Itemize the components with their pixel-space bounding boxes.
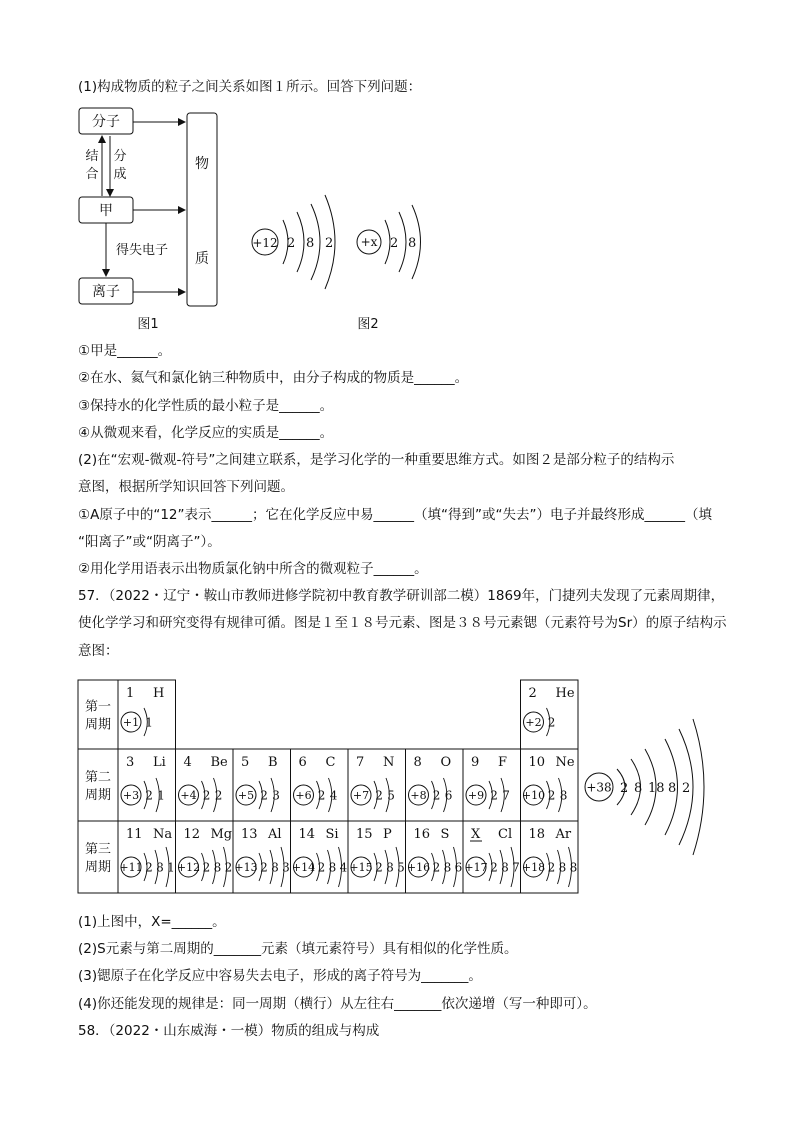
period-label-line2: 周期 xyxy=(84,788,112,803)
atom-Na-electrons: 2 xyxy=(145,860,153,875)
atom-Na-electrons: 1 xyxy=(167,860,175,875)
atom-Mg-electrons: 2 xyxy=(202,860,211,875)
atom-Si-electrons: 4 xyxy=(339,860,348,875)
atom-N-nucleus-label: +7 xyxy=(352,788,370,802)
element-number: 5 xyxy=(241,755,250,770)
atom-He-nucleus-label: +2 xyxy=(525,715,542,729)
atom-Al-electrons: 8 xyxy=(271,860,279,875)
q56-part1-4: ④从微观来看，化学反应的实质是______。 xyxy=(78,425,334,441)
atom-S-nucleus-label: +16 xyxy=(406,860,431,874)
element-cell-P xyxy=(349,827,404,887)
atom-Na-nucleus-label: +11 xyxy=(119,860,143,874)
element-number: 13 xyxy=(241,827,258,842)
element-number: 10 xyxy=(528,755,546,770)
sr-electrons: 2 xyxy=(682,781,691,796)
element-cell-H xyxy=(121,686,164,736)
element-number: X xyxy=(471,827,481,842)
q57-stem-1: 57．（2022・辽宁・鞍山市教师进修学院初中教育教学研训部二模）1869年，门捷列夫发现了元素周期律， xyxy=(78,588,725,604)
sr-electrons: 2 xyxy=(620,781,629,796)
period-label-line2: 周期 xyxy=(84,860,112,875)
element-cell-S xyxy=(407,827,462,887)
atom-S-electrons: 2 xyxy=(432,860,441,875)
q56-part2-intro-1: (2)在“宏观-微观-符号”之间建立联系，是学习化学的一种重要思维方式。如图２是部分粒子的结构示 xyxy=(78,452,675,468)
atom-Ar-electrons: 2 xyxy=(547,860,556,875)
atom-H-nucleus-label: +1 xyxy=(122,715,140,729)
strontium-atom xyxy=(585,719,704,855)
element-cell-Al xyxy=(234,827,289,887)
atom-N-electrons: 5 xyxy=(387,788,395,803)
element-number: 3 xyxy=(126,755,135,770)
element-cell-Mg xyxy=(177,827,232,887)
q57-question-1: (1)上图中，X=______。 xyxy=(78,914,226,930)
element-symbol: N xyxy=(383,755,395,770)
element-number: 15 xyxy=(356,827,373,842)
atom1-e3: 2 xyxy=(325,236,334,251)
atom-Mg-nucleus-label: +12 xyxy=(176,860,201,874)
element-symbol: C xyxy=(325,755,336,770)
element-symbol: Al xyxy=(268,827,282,842)
q56-part1-3: ③保持水的化学性质的最小粒子是______。 xyxy=(78,398,334,414)
sr-electrons: 8 xyxy=(634,781,643,796)
atom-S-electrons: 6 xyxy=(454,860,463,875)
atom1-e2: 8 xyxy=(306,236,315,251)
element-symbol: Na xyxy=(153,827,173,842)
atom-Mg-electrons: 2 xyxy=(224,860,233,875)
atom-Ne-electrons: 2 xyxy=(547,788,556,803)
atom1-nucleus-label: +12 xyxy=(252,236,278,250)
atom-S-electrons: 8 xyxy=(443,860,452,875)
element-number: 2 xyxy=(528,686,537,701)
q58-stem: 58．（2022・山东威海・一模）物质的组成与构成 xyxy=(78,1023,380,1039)
atom-B-nucleus-label: +5 xyxy=(237,788,255,802)
matter-label-top: 物 xyxy=(195,156,209,172)
atom-F-nucleus-label: +9 xyxy=(467,788,485,802)
atom-Si-electrons: 2 xyxy=(317,860,326,875)
atom-O-nucleus-label: +8 xyxy=(410,788,427,802)
atom2-e1: 2 xyxy=(390,236,399,251)
atom-O-electrons: 6 xyxy=(444,788,453,803)
element-symbol: He xyxy=(555,686,575,701)
atom-Na-electrons: 8 xyxy=(156,860,164,875)
element-number: 16 xyxy=(413,827,431,842)
q56-part2-q1-1: ①A原子中的“12”表示______；它在化学反应中易______（填“得到”或“失去”）电子并最终形成______（填 xyxy=(78,507,712,523)
atom-B-electrons: 3 xyxy=(272,788,280,803)
atom-N-electrons: 2 xyxy=(375,788,383,803)
atom-B-electrons: 2 xyxy=(260,788,268,803)
atom-Si-nucleus-label: +14 xyxy=(291,860,316,874)
element-symbol: S xyxy=(440,827,450,842)
atom-O-electrons: 2 xyxy=(432,788,441,803)
atom-Li-electrons: 2 xyxy=(145,788,153,803)
element-cell-C xyxy=(294,755,338,812)
element-symbol: Be xyxy=(210,755,228,770)
element-cell-B xyxy=(236,755,280,812)
split-c2: 成 xyxy=(113,167,127,182)
element-cell-Na xyxy=(119,827,174,887)
element-cell-He xyxy=(524,686,575,736)
atom-P-electrons: 8 xyxy=(386,860,394,875)
atom-P-electrons: 2 xyxy=(375,860,383,875)
sr-electrons: 18 xyxy=(648,781,665,796)
atom-Mg-electrons: 8 xyxy=(213,860,222,875)
element-symbol: Cl xyxy=(498,827,513,842)
q56-intro: (1)构成物质的粒子之间关系如图１所示。回答下列问题： xyxy=(78,79,422,95)
q57-question-4: (4)你还能发现的规律是：同一周期（横行）从左往右_______依次递增（写一种即可）。 xyxy=(78,996,597,1012)
atom-H-electrons: 1 xyxy=(145,715,153,730)
element-cell-Ne xyxy=(522,755,575,812)
atom-Si-electrons: 8 xyxy=(328,860,337,875)
element-symbol: Mg xyxy=(210,827,233,842)
q56-part2-intro-2: 意图，根据所学知识回答下列问题。 xyxy=(78,479,294,495)
element-number: 9 xyxy=(471,755,480,770)
element-number: 18 xyxy=(528,827,546,842)
sr-nucleus-label: +38 xyxy=(586,780,612,795)
element-symbol: Si xyxy=(325,827,339,842)
atom-Al-electrons: 2 xyxy=(260,860,268,875)
q56-part2-q1-2: “阳离子”或“阴离子”）。 xyxy=(78,534,221,550)
q56-part1-2: ②在水、氦气和氯化钠三种物质中，由分子构成的物质是______。 xyxy=(78,370,469,386)
atom2-e2: 8 xyxy=(408,236,417,251)
combine-c1: 结 xyxy=(85,149,99,164)
element-number: 11 xyxy=(126,827,143,842)
gain-lose-label: 得失电子 xyxy=(116,243,169,258)
matter-label-bottom: 质 xyxy=(195,251,209,267)
element-symbol: F xyxy=(498,755,508,770)
element-cell-Cl xyxy=(464,827,519,887)
q57-question-3: (3)锶原子在化学反应中容易失去电子，形成的离子符号为_______。 xyxy=(78,968,482,984)
sr-shell-outer xyxy=(693,719,704,855)
atom-C-electrons: 4 xyxy=(329,788,338,803)
element-cell-Be xyxy=(179,755,229,812)
element-symbol: Li xyxy=(153,755,166,770)
element-cell-Ar xyxy=(522,827,577,887)
element-cell-F xyxy=(466,755,510,812)
atom-He-electrons: 2 xyxy=(547,715,556,730)
ion-label: 离子 xyxy=(92,284,120,300)
molecule-label: 分子 xyxy=(92,114,120,130)
atom-P-electrons: 5 xyxy=(397,860,405,875)
atom-Ne-electrons: 8 xyxy=(559,788,568,803)
atom-Be-electrons: 2 xyxy=(202,788,211,803)
atom-Al-nucleus-label: +13 xyxy=(234,860,258,874)
element-number: 8 xyxy=(413,755,422,770)
split-c1: 分 xyxy=(113,149,127,164)
element-symbol: B xyxy=(268,755,278,770)
atom-Ar-electrons: 8 xyxy=(569,860,578,875)
atom1-e1: 2 xyxy=(287,236,296,251)
atom-C-nucleus-label: +6 xyxy=(295,788,312,802)
atom-Ar-nucleus-label: +18 xyxy=(521,860,546,874)
q57-question-2: (2)S元素与第二周期的_______元素（填元素符号）具有相似的化学性质。 xyxy=(78,941,518,957)
fig1-caption: 图1 xyxy=(137,317,159,332)
q57-stem-2: 使化学学习和研究变得有规律可循。图是１至１８号元素、图是３８号元素锶（元素符号为Sr）的原子结构示 xyxy=(78,615,727,631)
q57-stem-3: 意图： xyxy=(78,643,119,659)
period-label-line1: 第二 xyxy=(84,770,112,785)
element-symbol: Ar xyxy=(555,827,572,842)
atom-Ar-electrons: 8 xyxy=(558,860,567,875)
combine-c2: 合 xyxy=(85,167,99,182)
element-number: 14 xyxy=(298,827,316,842)
atom-Li-electrons: 1 xyxy=(157,788,165,803)
atom-Cl-nucleus-label: +17 xyxy=(464,860,488,874)
element-symbol: O xyxy=(440,755,452,770)
q56-part1-1: ①甲是______。 xyxy=(78,343,172,359)
element-cell-O xyxy=(409,755,453,812)
element-number: 1 xyxy=(126,686,135,701)
element-cell-Si xyxy=(292,827,348,887)
element-symbol: H xyxy=(153,686,165,701)
atom-C-electrons: 2 xyxy=(317,788,326,803)
element-cell-Li xyxy=(121,755,166,812)
atom-Cl-electrons: 2 xyxy=(490,860,498,875)
element-number: 4 xyxy=(183,755,192,770)
element-cell-N xyxy=(351,755,395,812)
element-number: 6 xyxy=(298,755,307,770)
jia-label: 甲 xyxy=(99,203,113,219)
atom-Li-nucleus-label: +3 xyxy=(122,788,140,802)
atom-F-electrons: 7 xyxy=(502,788,510,803)
atom-Cl-electrons: 7 xyxy=(512,860,520,875)
element-symbol: Ne xyxy=(555,755,575,770)
period-label-line1: 第一 xyxy=(84,699,112,715)
atom2-nucleus-label: +x xyxy=(360,235,378,249)
atom-Be-nucleus-label: +4 xyxy=(180,788,197,802)
atom-Ne-nucleus-label: +10 xyxy=(521,788,546,802)
atom-F-electrons: 2 xyxy=(490,788,498,803)
element-number: 12 xyxy=(183,827,201,842)
atom-Cl-electrons: 8 xyxy=(501,860,509,875)
atom-Al-electrons: 3 xyxy=(282,860,290,875)
atom-P-nucleus-label: +15 xyxy=(349,860,373,874)
period-label-line1: 第三 xyxy=(84,842,112,857)
atom-Be-electrons: 2 xyxy=(214,788,223,803)
element-symbol: P xyxy=(383,827,392,842)
q56-part2-q2: ②用化学用语表示出物质氯化钠中所含的微观粒子______。 xyxy=(78,561,428,577)
period-label-line2: 周期 xyxy=(84,717,112,733)
element-number: 7 xyxy=(356,755,365,770)
fig2-caption: 图2 xyxy=(357,317,379,332)
sr-electrons: 8 xyxy=(668,781,677,796)
